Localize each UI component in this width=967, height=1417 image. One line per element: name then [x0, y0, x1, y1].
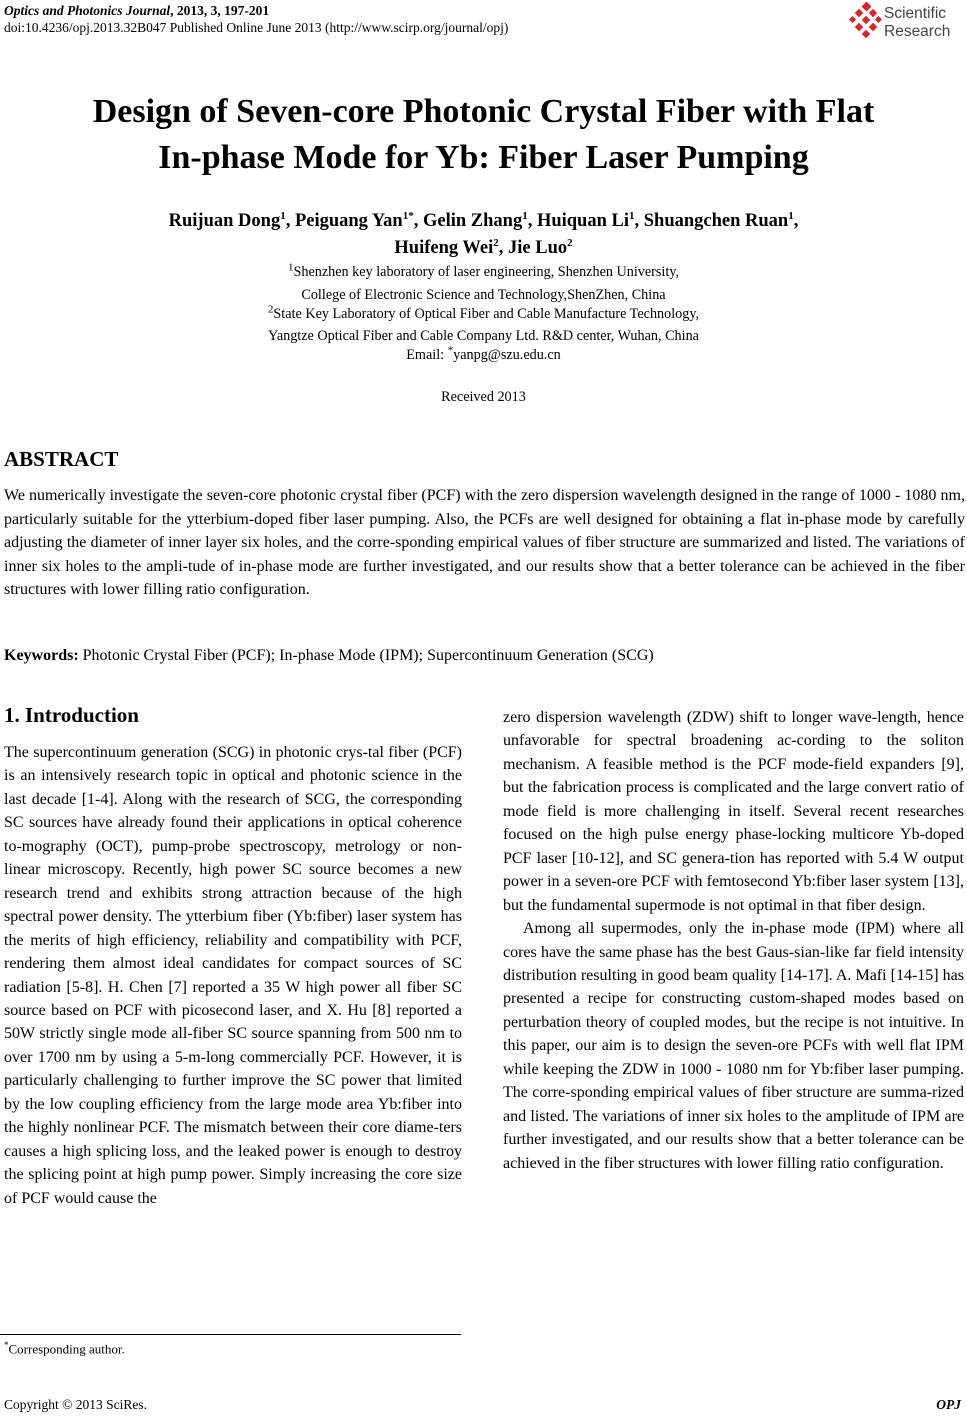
intro-paragraph-1: The supercontinuum generation (SCG) in photonic crys-tal fiber (PCF) is an intensively research topic in optical and photonic science in the last decade [1-4]. Along with the research of SCG, the corresponding SC sources have already found their applications in optical coherence to-mography (OCT), pump-probe spectroscopy, metrology or non-linear microscopy. Recently, high power SC source becomes a new research trend and exhibits strong attraction because of the high spectral power density. The ytterbium fiber (Yb:fiber) laser system has the merits of high efficiency, reliability and compatibility with PCF, rendering them almost ideal candidates for compact sources of SC radiation [5-8]. H. Chen [7] reported a 35 W high power all fiber SC source based on PCF with picosecond laser, and X. Hu [8] reported a 50W strictly single mode all-fiber SC source spanning from 500 nm to over 1700 nm by using a 5-m-long commercially PCF. However, it is particularly challenging to further improve the SC power that limited by the low coupling efficiency from the large mode area Yb:fiber into the highly nonlinear PCF. The mismatch between their core diame-ters causes a high splicing loss, and the leaked power is enough to destroy the splicing point at high pump power. Simply increasing the core size of PCF would cause the — [4, 744, 462, 1207]
author-separator: , — [527, 211, 537, 231]
paper-title-line1: Design of Seven-core Photonic Crystal Fiber with Flat — [92, 93, 875, 130]
journal-name: Optics and Photonics Journal — [4, 3, 171, 18]
corresponding-mark: * — [447, 344, 454, 357]
received-date: Received 2013 — [441, 389, 526, 405]
author-name: Jie Luo — [508, 238, 568, 258]
intro-paragraph-2: Among all supermodes, only the in-phase mode (IPM) where all cores have the same phase has the best Gaus-sian-like far field intensity distribution resulting in good beam quality [14-17]. A. Mafi [14-15] has presented a recipe for constructing custom-shaped modes based on perturbation theory of coupled modes, but the recipe is not intuitive. In this paper, our aim is to design the seven-ore PCFs with well flat IPM while keeping the ZDW in 1000 - 1080 nm for Yb:fiber laser pumping. The corre-sponding empirical values of fiber structure are summa-rized and listed. The variations of inner six holes to the amplitude of IPM are further investigated, and our results show that a better tolerance can be achieved in the fiber structures with lower filling ratio configuration. — [503, 920, 964, 1172]
author-name: Gelin Zhang — [422, 211, 523, 231]
affiliation-text: Shenzhen key laboratory of laser engineering, Shenzhen University, — [293, 264, 680, 280]
logo-text-line2: Research — [884, 23, 951, 40]
keywords-label: Keywords: — [4, 647, 79, 664]
affiliation-2-line2: Yangtze Optical Fiber and Cable Company Ltd. R&D center, Wuhan, China — [268, 328, 699, 344]
email-label: Email: — [406, 347, 448, 363]
footnote-text: Corresponding author. — [8, 1341, 125, 1357]
intro-paragraph-1-continued: zero dispersion wavelength (ZDW) shift to longer wave-length, hence unfavorable for spectral broadening ac-cording to the soliton mechanism. A feasible method is the PCF mode-field expanders [9], but the fabrication process is complicated and the large convert ratio of mode field is more challenging in itself. Several recent researches focused on the high pulse energy phase-locking multicore Yb-doped PCF laser [10-12], and SC genera-tion has reported with 5.4 W output power in a seven-ore PCF with femtosecond Yb:fiber laser system [13], but the fundamental supermode is not optimal in that fiber design. — [503, 709, 964, 914]
email-address[interactable]: yanpg@szu.edu.cn — [453, 347, 561, 363]
author-separator: , — [793, 211, 799, 231]
affiliation-mark: 1 — [287, 261, 294, 274]
affiliation-text: State Key Laboratory of Optical Fiber and Cable Manufacture Technology, — [273, 306, 700, 322]
journal-citation — [4, 2, 269, 19]
author-separator: , — [413, 211, 423, 231]
affiliation-2-line1 — [0, 303, 967, 323]
publisher-logo-icon — [848, 2, 882, 40]
abstract-heading: ABSTRACT — [4, 447, 119, 471]
affiliation-1-line1 — [0, 261, 967, 281]
footnote — [4, 1340, 125, 1357]
scientific-research-logo — [848, 2, 966, 42]
doi-line: doi:10.4236/opj.2013.32B047 Published Online June 2013 (http://www.scirp.org/journal/opj) — [4, 20, 509, 35]
author-separator: , — [634, 211, 644, 231]
author-affiliation-mark: 1 — [788, 209, 794, 222]
author-affiliation-mark: 1 — [522, 209, 528, 222]
author-affiliation-mark: 1 — [629, 209, 635, 222]
author-affiliation-mark: 2 — [493, 236, 499, 249]
author-name: Huifeng Wei — [394, 238, 494, 258]
affiliation-mark: 2 — [267, 303, 274, 316]
author-name: Shuangchen Ruan — [643, 211, 789, 231]
section-heading-introduction: 1. Introduction — [4, 703, 139, 727]
journal-volume-pages: , 2013, 3, 197-201 — [170, 3, 270, 18]
author-list-line2 — [0, 238, 967, 259]
affiliation-1-line2: College of Electronic Science and Technology,ShenZhen, China — [301, 287, 666, 303]
author-affiliation-mark: 1* — [402, 209, 414, 222]
paper-title-line2: In-phase Mode for Yb: Fiber Laser Pumping — [158, 139, 809, 176]
journal-abbreviation: OPJ — [936, 1397, 961, 1412]
corresponding-email — [0, 344, 967, 364]
left-column — [4, 741, 462, 1210]
author-affiliation-mark: 2 — [567, 236, 573, 249]
author-name: Peiguang Yan — [294, 211, 403, 231]
right-column — [503, 706, 964, 1175]
author-name: Ruijuan Dong — [168, 211, 281, 231]
footnote-mark: * — [4, 1340, 9, 1350]
author-separator: , — [498, 238, 508, 258]
keywords — [4, 647, 654, 665]
keywords-text: Photonic Crystal Fiber (PCF); In-phase Mode (IPM); Supercontinuum Generation (SCG) — [78, 647, 654, 664]
logo-text-line1: Scientific — [884, 5, 947, 22]
author-list-line1 — [0, 211, 967, 232]
footnote-divider — [0, 1334, 461, 1335]
author-affiliation-mark: 1 — [280, 209, 286, 222]
author-separator: , — [285, 211, 295, 231]
author-name: Huiquan Li — [536, 211, 629, 231]
abstract-text: We numerically investigate the seven-core photonic crystal fiber (PCF) with the zero dispersion wavelength designed in the range of 1000 - 1080 nm, particularly suitable for the ytterbium-doped fiber laser pumping. Also, the PCFs are well designed for obtaining a flat in-phase mode by carefully adjusting the diameter of inner layer six holes, and the corre-sponding empirical values of fiber structure are summarized and listed. The variations of inner six holes to the ampli-tude of in-phase mode are further investigated, and our results show that a better tolerance can be achieved in the fiber structures with lower filling ratio configuration. — [4, 487, 965, 599]
copyright-notice: Copyright © 2013 SciRes. — [4, 1397, 148, 1412]
